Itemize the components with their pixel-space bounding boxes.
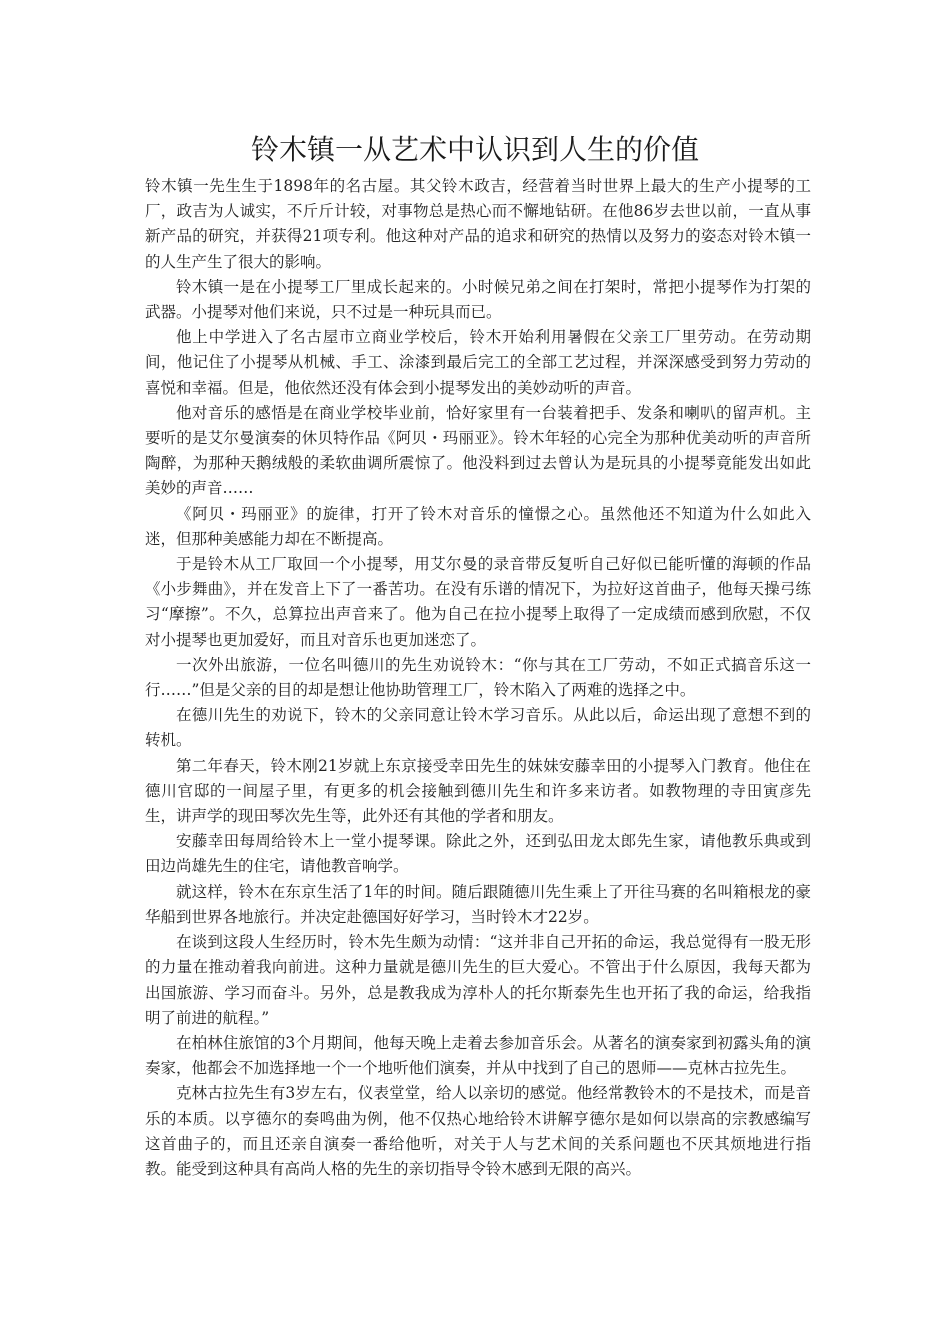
- article-body: [145, 174, 811, 1182]
- paragraph: 铃木镇一先生生于1898年的名古屋。其父铃木政吉，经营着当时世界上最大的生产小提琴的工厂，政吉为人诚实，不斤斤计较，对事物总是热心而不懈地钻研。在他86岁去世以前，一直从事新产品的研究，并获得21项专利。他这种对产品的追求和研究的热情以及努力的姿态对铃木镇一的人生产生了很大的影响。: [145, 177, 811, 271]
- page-title: 铃木镇一从艺术中认识到人生的价值: [250, 133, 699, 166]
- paragraph: 在德川先生的劝说下，铃木的父亲同意让铃木学习音乐。从此以后，命运出现了意想不到的转机。: [145, 706, 811, 750]
- paragraph: 就这样，铃木在东京生活了1年的时间。随后跟随德川先生乘上了开往马赛的名叫箱根龙的豪华船到世界各地旅行。并决定赴德国好好学习，当时铃木才22岁。: [145, 882, 811, 926]
- paragraph: 在柏林住旅馆的3个月期间，他每天晚上走着去参加音乐会。从著名的演奏家到初露头角的演奏家，他都会不加选择地一个一个地听他们演奏，并从中找到了自己的恩师——克林古拉先生。: [145, 1033, 811, 1078]
- paragraph: 克林古拉先生有3岁左右，仪表堂堂，给人以亲切的感觉。他经常教铃木的不是技术，而是音乐的本质。以亨德尔的奏鸣曲为例，他不仅热心地给铃木讲解亨德尔是如何以崇高的宗教感编写这首曲子的，而且还亲自演奏一番给他听，对关于人与艺术间的关系问题也不厌其烦地进行指教。能受到这种具有高尚人格的先生的亲切指导令铃木感到无限的高兴。: [145, 1084, 811, 1178]
- paragraph: 他上中学进入了名古屋市立商业学校后，铃木开始利用暑假在父亲工厂里劳动。在劳动期间，他记住了小提琴从机械、手工、涂漆到最后完工的全部工艺过程，并深深感受到努力劳动的喜悦和幸福。但是，他依然还没有体会到小提琴发出的美妙动听的声音。: [145, 328, 811, 397]
- paragraph: 第二年春天，铃木刚21岁就上东京接受幸田先生的妹妹安藤幸田的小提琴入门教育。他住在德川官邸的一间屋子里，有更多的机会接触到德川先生和许多来访者。如教物理的寺田寅彦先生，讲声学的现田琴次先生等，此外还有其他的学者和朋友。: [145, 756, 811, 826]
- paragraph: 《阿贝・玛丽亚》的旋律，打开了铃木对音乐的憧憬之心。虽然他还不知道为什么如此入迷，但那种美感能力却在不断提高。: [145, 504, 811, 548]
- paragraph: 安藤幸田每周给铃木上一堂小提琴课。除此之外，还到弘田龙太郎先生家，请他教乐典或到田边尚雄先生的住宅，请他教音响学。: [145, 832, 811, 876]
- paragraph: 在谈到这段人生经历时，铃木先生颇为动情：“这并非自己开拓的命运，我总觉得有一股无形的力量在推动着我向前进。这种力量就是德川先生的巨大爱心。不管出于什么原因，我每天都为出国旅游、学习而奋斗。另外，总是教我成为淳朴人的托尔斯泰先生也开拓了我的命运，给我指明了前进的航程。”: [145, 933, 811, 1027]
- paragraph: 一次外出旅游，一位名叫德川的先生劝说铃木：“你与其在工厂劳动，不如正式搞音乐这一行……”但是父亲的目的却是想让他协助管理工厂，铃木陷入了两难的选择之中。: [145, 655, 811, 700]
- paragraph: 铃木镇一是在小提琴工厂里成长起来的。小时候兄弟之间在打架时，常把小提琴作为打架的武器。小提琴对他们来说，只不过是一种玩具而已。: [145, 277, 811, 322]
- paragraph: 他对音乐的感悟是在商业学校毕业前，恰好家里有一台装着把手、发条和喇叭的留声机。主要听的是艾尔曼演奏的休贝特作品《阿贝・玛丽亚》。铃木年轻的心完全为那种优美动听的声音所陶醉，为那种天鹅绒般的柔软曲调所震惊了。他没料到过去曾认为是玩具的小提琴竟能发出如此美妙的声音……: [145, 403, 811, 498]
- paragraph: 于是铃木从工厂取回一个小提琴，用艾尔曼的录音带反复听自己好似已能听懂的海顿的作品《小步舞曲》，并在发音上下了一番苦功。在没有乐谱的情况下，为拉好这首曲子，他每天操弓练习“摩擦”。不久，总算拉出声音来了。他为自己在拉小提琴上取得了一定成绩而感到欣慰，不仅对小提琴也更加爱好，而且对音乐也更加迷恋了。: [145, 555, 811, 649]
